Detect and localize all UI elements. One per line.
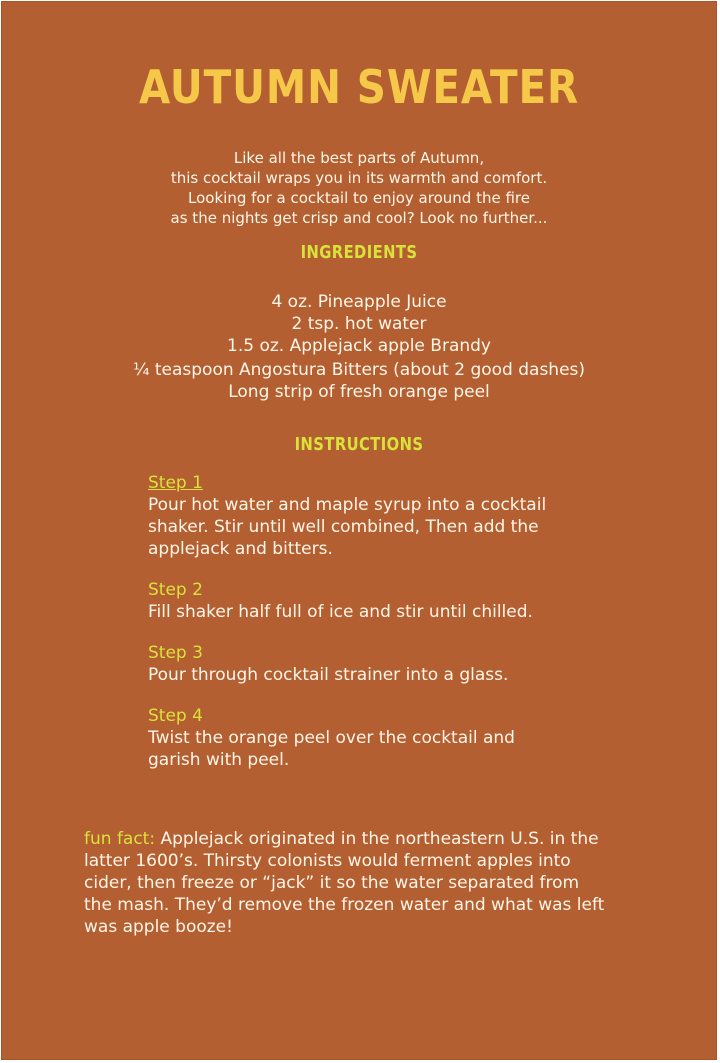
ingredients-heading: INGREDIENTS — [300, 242, 418, 263]
intro-line: Looking for a cocktail to enjoy around the fire — [188, 189, 530, 207]
step-item — [148, 579, 648, 623]
ingredient-item: 2 tsp. hot water — [291, 314, 427, 334]
ingredient-item: Long strip of fresh orange peel — [228, 382, 490, 402]
fun-fact — [84, 828, 684, 938]
step-item — [148, 705, 648, 771]
fun-fact-line: cider, then freeze or “jack” it so the water separated from — [84, 873, 580, 893]
step-text — [148, 601, 648, 623]
ingredients-list — [2, 291, 716, 403]
fun-fact-line: was apple booze! — [84, 917, 233, 937]
fun-fact-text: Applejack originated in the northeastern U.S. in the — [155, 829, 599, 849]
step-line: Pour hot water and maple syrup into a cocktail — [148, 495, 547, 515]
fun-fact-line: the mash. They’d remove the frozen water and what was left — [84, 895, 605, 915]
step-line: garish with peel. — [148, 750, 290, 770]
step-text — [148, 664, 648, 686]
instructions-list — [148, 472, 648, 771]
step-label: Step 2 — [148, 580, 203, 600]
fun-fact-line: latter 1600’s. Thirsty colonists would ferment apples into — [84, 851, 571, 871]
step-text — [148, 494, 648, 560]
step-line: Twist the orange peel over the cocktail and — [148, 728, 515, 748]
intro-line: Like all the best parts of Autumn, — [233, 149, 485, 167]
step-text — [148, 727, 648, 771]
ingredient-item: 4 oz. Pineapple Juice — [271, 292, 447, 312]
instructions-heading: INSTRUCTIONS — [294, 434, 424, 455]
fun-fact-label: fun fact: — [84, 829, 156, 849]
recipe-card — [1, 1, 717, 1060]
step-item — [148, 642, 648, 686]
intro-line: this cocktail wraps you in its warmth and comfort. — [170, 169, 548, 187]
fun-fact-line — [84, 828, 684, 850]
step-label: Step 3 — [148, 643, 203, 663]
step-label: Step 1 — [148, 473, 203, 493]
step-item — [148, 472, 648, 560]
intro-paragraph — [2, 148, 716, 228]
ingredient-item: ¼ teaspoon Angostura Bitters (about 2 good dashes) — [132, 360, 586, 380]
intro-line: as the nights get crisp and cool? Look no further... — [170, 209, 548, 227]
step-line: Pour through cocktail strainer into a glass. — [148, 665, 509, 685]
ingredient-item: 1.5 oz. Applejack apple Brandy — [227, 336, 491, 356]
step-line: applejack and bitters. — [148, 539, 333, 559]
recipe-title: AUTUMN SWEATER — [138, 60, 580, 114]
step-label: Step 4 — [148, 706, 203, 726]
step-line: Fill shaker half full of ice and stir until chilled. — [148, 602, 533, 622]
step-line: shaker. Stir until well combined, Then add the — [148, 517, 539, 537]
